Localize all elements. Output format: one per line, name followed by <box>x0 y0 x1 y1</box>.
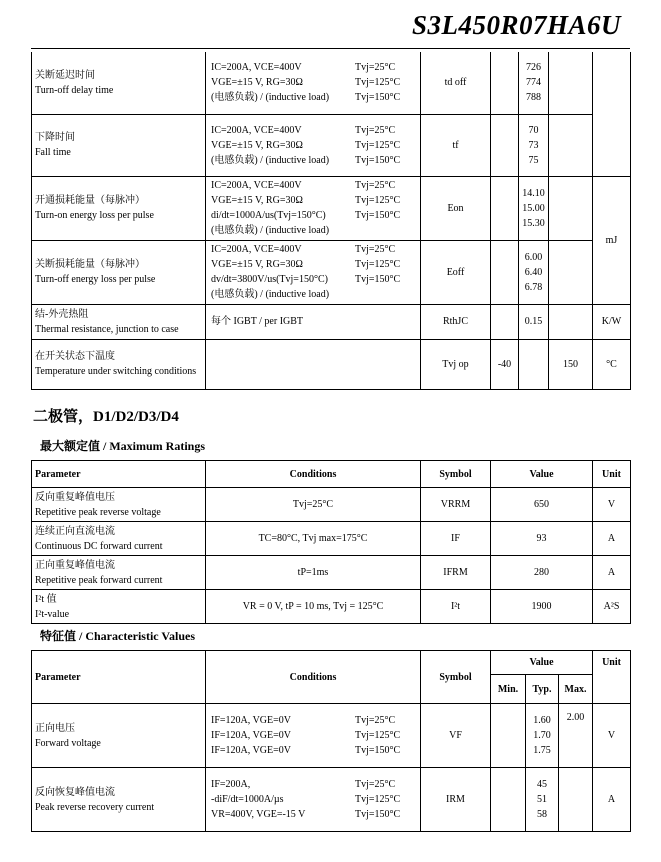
condition-temp: Tvj=25°C <box>355 779 396 790</box>
parameter-cn: 关断损耗能量（每脉冲） <box>35 259 145 270</box>
condition-line: (电感负载) / (inductive load) <box>211 225 330 236</box>
title-rule <box>31 48 630 49</box>
symbol-cell: VRRM <box>421 488 491 522</box>
min-cell <box>491 304 519 339</box>
condition-line: IF=120A, VGE=0V <box>211 715 291 726</box>
parameter-cell <box>32 768 206 832</box>
header-min: Min. <box>491 675 526 704</box>
condition-temp: Tvj=150°C <box>355 154 401 166</box>
condition-temp: Tvj=25°C <box>355 62 396 74</box>
typ-value: 788 <box>526 92 541 104</box>
table-row <box>32 52 631 114</box>
max-cell: 2.00 <box>559 704 593 768</box>
parameter-cell <box>32 240 206 304</box>
table-row <box>32 768 631 832</box>
typ-cell <box>519 52 549 114</box>
parameter-en: Peak reverse recovery current <box>35 801 155 813</box>
parameter-cn: 结-外壳热阻 <box>35 308 89 320</box>
unit-value: mJ <box>605 234 618 246</box>
conditions-block <box>209 713 417 758</box>
conditions-cell: Tvj=25°C <box>206 488 421 522</box>
parameter-en: Continuous DC forward current <box>35 540 163 552</box>
min-cell <box>491 52 519 114</box>
condition-lines <box>211 60 355 105</box>
unit-cell: V <box>593 488 631 522</box>
parameter-cell <box>32 339 206 389</box>
table-row <box>32 522 631 556</box>
table-row <box>32 704 631 768</box>
condition-temps <box>355 60 417 105</box>
condition-temps <box>355 713 417 758</box>
condition-line: IF=200A, <box>211 779 251 790</box>
max-ratings-table <box>31 460 631 624</box>
header-symbol: Symbol <box>421 461 491 488</box>
condition-temp: Tvj=25°C <box>355 715 396 726</box>
condition-line: dv/dt=3800V/us(Tvj=150°C) <box>211 274 328 285</box>
max-cell: 150 <box>549 339 593 389</box>
parameter-cn: 在开关状态下温度 <box>35 351 115 362</box>
parameter-en: Fall time <box>35 147 71 158</box>
condition-line: di/dt=1000A/us(Tvj=150°C) <box>211 210 326 221</box>
condition-temp: Tvj=125°C <box>355 794 401 805</box>
condition-line: VGE=±15 V, RG=30Ω <box>211 139 303 151</box>
conditions-cell <box>206 768 421 832</box>
min-cell <box>491 768 526 832</box>
table-row <box>32 590 631 624</box>
parameter-cell <box>32 556 206 590</box>
condition-temp: Tvj=150°C <box>355 745 401 756</box>
parameter-en: Temperature under switching conditions <box>35 366 197 377</box>
condition-temps <box>355 123 417 168</box>
condition-lines <box>211 314 417 329</box>
condition-temps <box>355 242 417 302</box>
parameter-cn: 正向电压 <box>35 722 75 734</box>
condition-temp: Tvj=125°C <box>355 730 401 741</box>
unit-cell <box>593 52 631 176</box>
parameter-cn: 连续正向直流电流 <box>35 525 115 537</box>
typ-value: 6.40 <box>524 266 543 278</box>
condition-lines <box>211 713 355 758</box>
value-cell: 93 <box>491 522 593 556</box>
symbol-cell: Tvj op <box>421 339 491 389</box>
value-cell: 280 <box>491 556 593 590</box>
diode-section-title: 二极管，D1/D2/D3/D4 <box>33 409 179 425</box>
char-values-table <box>31 650 631 832</box>
condition-line: (电感负载) / (inductive load) <box>211 289 330 300</box>
condition-temp: Tvj=25°C <box>355 180 396 191</box>
unit-cell: K/W <box>593 304 631 339</box>
parameter-cn: 正向重复峰值电流 <box>35 559 115 571</box>
condition-lines <box>211 777 355 822</box>
max-cell <box>559 768 593 832</box>
parameter-en: Turn-off delay time <box>35 84 114 96</box>
symbol-cell: I²t <box>421 590 491 624</box>
conditions-cell: VR = 0 V, tP = 10 ms, Tvj = 125°C <box>206 590 421 624</box>
symbol-cell: IRM <box>421 768 491 832</box>
table-row <box>32 339 631 389</box>
conditions-cell <box>206 114 421 176</box>
conditions-block <box>209 314 417 329</box>
parameter-cell <box>32 176 206 240</box>
typ-cell <box>519 240 549 304</box>
max-cell <box>549 176 593 240</box>
header-value: Value <box>491 651 593 675</box>
condition-line: IC=200A, VCE=400V <box>211 180 302 191</box>
table-row <box>32 240 631 304</box>
conditions-block <box>209 777 417 822</box>
unit-cell: A <box>593 522 631 556</box>
typ-value: 1.60 <box>533 715 551 726</box>
parameter-cn: 反向重复峰值电压 <box>35 491 115 503</box>
condition-line: IF=120A, VGE=0V <box>211 745 291 756</box>
typ-cell <box>519 114 549 176</box>
header-typ: Typ. <box>526 675 559 704</box>
typ-cell <box>519 176 549 240</box>
condition-line: IC=200A, VCE=400V <box>211 244 302 255</box>
parameter-en: Turn-off energy loss per pulse <box>35 274 156 285</box>
parameter-cn: 反向恢复峰值电流 <box>35 786 115 798</box>
value-cell: 1900 <box>491 590 593 624</box>
symbol-cell: IF <box>421 522 491 556</box>
typ-cell <box>526 704 559 768</box>
igbt-characteristics-table <box>31 52 631 390</box>
document-title: S3L450R07HA6U <box>411 10 621 40</box>
typ-cell <box>519 339 549 389</box>
typ-value: 73 <box>528 139 539 151</box>
typ-value: 70 <box>528 124 539 136</box>
unit-cell: °C <box>593 339 631 389</box>
typ-value: 14.10 <box>522 187 545 199</box>
condition-temp: Tvj=150°C <box>355 809 401 820</box>
unit-cell <box>593 176 631 304</box>
condition-temp: Tvj=150°C <box>355 210 401 221</box>
condition-temp: Tvj=125°C <box>355 195 401 206</box>
typ-value: 15.00 <box>522 202 545 214</box>
max-cell <box>549 114 593 176</box>
min-cell <box>491 176 519 240</box>
symbol-cell: Eon <box>421 176 491 240</box>
typ-value: 6.00 <box>524 251 543 263</box>
min-cell <box>491 114 519 176</box>
conditions-cell <box>206 704 421 768</box>
symbol-cell: VF <box>421 704 491 768</box>
typ-value: 58 <box>537 809 547 820</box>
typ-value: 1.70 <box>533 730 551 741</box>
conditions-cell: tP=1ms <box>206 556 421 590</box>
condition-temp: Tvj=125°C <box>355 139 401 151</box>
parameter-en: Turn-on energy loss per pulse <box>35 210 154 221</box>
unit-cell: V <box>593 704 631 768</box>
conditions-block <box>209 60 417 105</box>
unit-cell: A²S <box>593 590 631 624</box>
condition-line: IC=200A, VCE=400V <box>211 62 302 74</box>
typ-value: 6.78 <box>524 281 543 293</box>
condition-lines <box>211 178 355 238</box>
header-parameter: Parameter <box>32 461 206 488</box>
parameter-en: I²t-value <box>35 608 70 620</box>
condition-line: IF=120A, VGE=0V <box>211 730 291 741</box>
condition-temp: Tvj=150°C <box>355 274 401 285</box>
table-row <box>32 488 631 522</box>
parameter-cn: 下降时间 <box>35 132 75 143</box>
typ-value: 726 <box>526 62 541 74</box>
parameter-en: Forward voltage <box>35 737 101 749</box>
conditions-cell <box>206 240 421 304</box>
condition-line: (电感负载) / (inductive load) <box>211 154 330 166</box>
parameter-cell <box>32 52 206 114</box>
min-cell <box>491 240 519 304</box>
header-conditions: Conditions <box>206 461 421 488</box>
condition-temps <box>355 777 417 822</box>
max-cell <box>549 52 593 114</box>
condition-line: 每个 IGBT / per IGBT <box>211 316 304 327</box>
typ-value: 51 <box>537 794 547 805</box>
parameter-cell <box>32 488 206 522</box>
conditions-block <box>209 123 417 168</box>
symbol-cell: RthJC <box>421 304 491 339</box>
parameter-cn: 开通损耗能量（每脉冲） <box>35 195 145 206</box>
condition-temps <box>355 178 417 238</box>
condition-line: VR=400V, VGE=-15 V <box>211 809 306 820</box>
typ-value: 75 <box>528 154 539 166</box>
conditions-cell: TC=80°C, Tvj max=175°C <box>206 522 421 556</box>
max-ratings-title: 最大额定值 / Maximum Ratings <box>40 439 206 453</box>
typ-value: 774 <box>526 77 541 89</box>
typ-value: 15.30 <box>522 217 545 229</box>
header-unit: Unit <box>593 651 631 704</box>
parameter-en: Repetitive peak forward current <box>35 574 163 586</box>
header-value: Value <box>491 461 593 488</box>
parameter-en: Thermal resistance, junction to case <box>35 323 179 335</box>
condition-temp: Tvj=125°C <box>355 259 401 270</box>
min-cell <box>491 704 526 768</box>
parameter-cell <box>32 522 206 556</box>
condition-line: VGE=±15 V, RG=30Ω <box>211 259 303 270</box>
condition-line: (电感负载) / (inductive load) <box>211 92 330 104</box>
typ-cell <box>519 304 549 339</box>
header-parameter: Parameter <box>32 651 206 704</box>
conditions-cell <box>206 176 421 240</box>
conditions-block <box>209 178 417 238</box>
condition-line: -diF/dt=1000A/µs <box>211 794 284 805</box>
unit-cell: A <box>593 768 631 832</box>
symbol-cell: td off <box>421 52 491 114</box>
condition-lines <box>211 123 355 168</box>
char-values-title: 特征值 / Characteristic Values <box>40 629 195 643</box>
typ-value: 45 <box>537 779 547 790</box>
unit-cell: A <box>593 556 631 590</box>
parameter-cell <box>32 590 206 624</box>
conditions-block <box>209 242 417 302</box>
condition-temp: Tvj=25°C <box>355 244 396 255</box>
header-max: Max. <box>559 675 593 704</box>
typ-cell <box>526 768 559 832</box>
condition-temp: Tvj=150°C <box>355 92 401 104</box>
symbol-cell: Eoff <box>421 240 491 304</box>
header-symbol: Symbol <box>421 651 491 704</box>
value-cell: 650 <box>491 488 593 522</box>
condition-temp: Tvj=125°C <box>355 77 401 89</box>
condition-line: VGE=±15 V, RG=30Ω <box>211 77 303 89</box>
parameter-cn: 关断延迟时间 <box>35 69 95 81</box>
condition-lines <box>211 242 355 302</box>
table-row <box>32 114 631 176</box>
header-unit: Unit <box>593 461 631 488</box>
condition-line: IC=200A, VCE=400V <box>211 124 302 136</box>
typ-value: 0.15 <box>524 316 543 327</box>
symbol-cell: tf <box>421 114 491 176</box>
parameter-cn: I²t 值 <box>35 593 57 605</box>
parameter-cell <box>32 704 206 768</box>
max-cell <box>549 304 593 339</box>
conditions-cell <box>206 52 421 114</box>
condition-line: VGE=±15 V, RG=30Ω <box>211 195 303 206</box>
table-row <box>32 304 631 339</box>
min-cell: -40 <box>491 339 519 389</box>
table-row <box>32 176 631 240</box>
table-row <box>32 556 631 590</box>
parameter-en: Repetitive peak reverse voltage <box>35 506 161 518</box>
header-conditions: Conditions <box>206 651 421 704</box>
symbol-cell: IFRM <box>421 556 491 590</box>
max-cell <box>549 240 593 304</box>
conditions-cell <box>206 339 421 389</box>
condition-temp: Tvj=25°C <box>355 124 396 136</box>
parameter-cell <box>32 304 206 339</box>
typ-value: 1.75 <box>533 745 551 756</box>
parameter-cell <box>32 114 206 176</box>
conditions-cell <box>206 304 421 339</box>
